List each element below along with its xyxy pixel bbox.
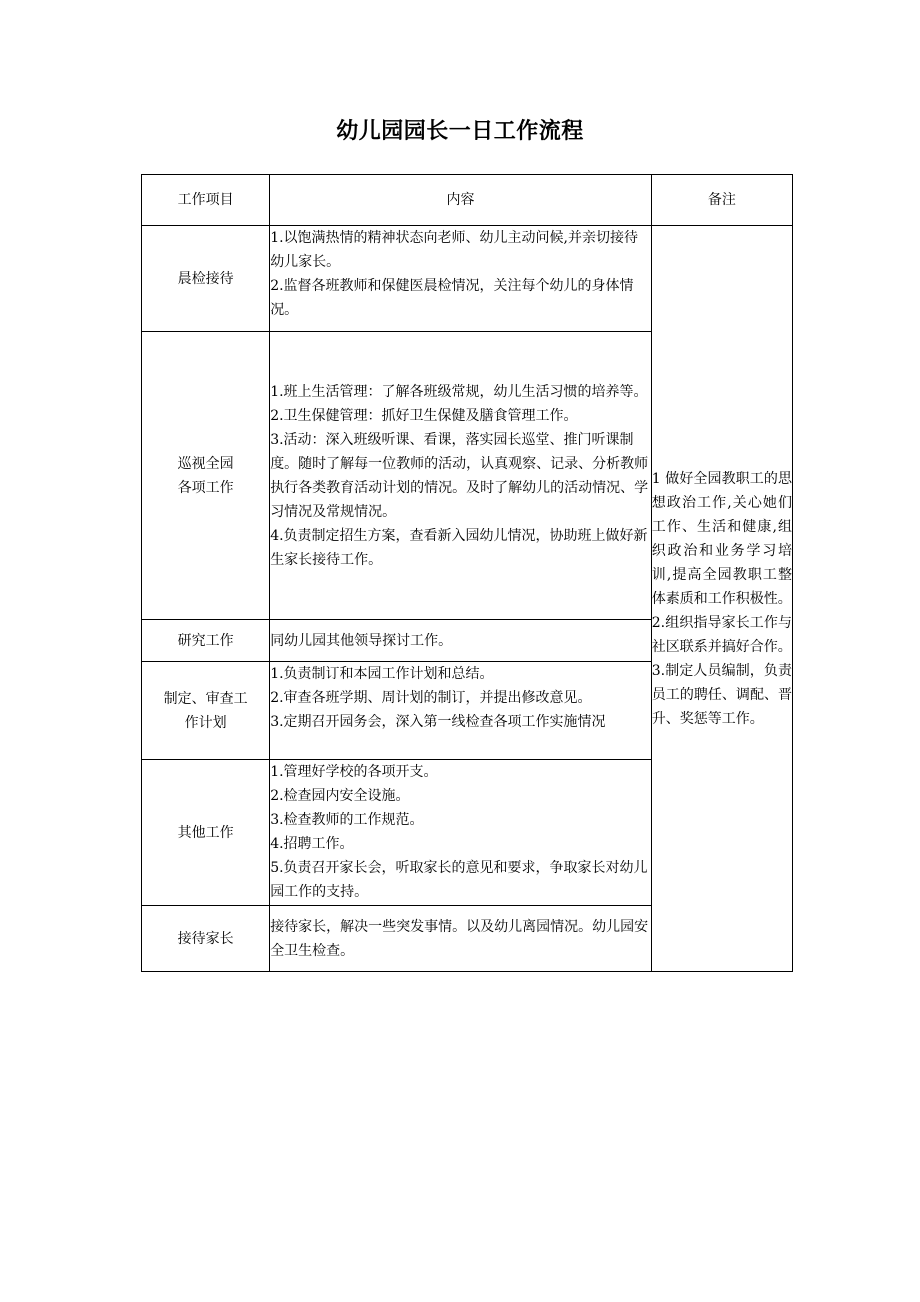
content-line: 4.招聘工作。 xyxy=(270,836,354,852)
row-item-research: 研究工作 xyxy=(142,620,270,662)
table-header-row xyxy=(142,175,793,226)
content-line: 2.检查园内安全设施。 xyxy=(270,788,410,804)
row-content-plan xyxy=(270,662,652,760)
content-line: 2.卫生保健管理：抓好卫生保健及膳食管理工作。 xyxy=(270,407,578,424)
row-item-inspection xyxy=(142,332,270,620)
content-line: 3.定期召开园务会，深入第一线检查各项工作实施情况 xyxy=(270,714,606,730)
content-line: 3.检查教师的工作规范。 xyxy=(270,812,424,828)
row-item-plan xyxy=(142,662,270,760)
row-content-parents xyxy=(270,906,652,972)
content-line: 1.负责制订和本园工作计划和总结。 xyxy=(270,666,494,682)
content-line: 3.活动：深入班级听课、看课，落实园长巡堂、推门听课制度。随时了解每一位教师的活动，认真观察、记录、分析教师执行各类教育活动计划的情况。及时了解幼儿的活动情况、学习情况及常规情况。 xyxy=(270,431,649,520)
content-line: 接待家长，解决一些突发事情。以及幼儿离园情况。幼儿园安全卫生检查。 xyxy=(270,918,649,959)
content-line: 同幼儿园其他领导探讨工作。 xyxy=(270,632,453,649)
note-line: 1 做好全园教职工的思想政治工作,关心她们工作、生活和健康,组织政治和业务学习培训,提高全园教职工整体素质和工作积极性。 xyxy=(651,470,792,607)
row-content-other xyxy=(270,760,652,906)
workflow-table xyxy=(141,174,793,972)
row-item-other: 其他工作 xyxy=(142,760,270,906)
row-item-parents: 接待家长 xyxy=(142,906,270,972)
remarks-cell xyxy=(651,226,792,972)
page-title: 幼儿园园长一日工作流程 xyxy=(336,119,584,144)
row-item-morning-check: 晨检接待 xyxy=(142,226,270,332)
table-row xyxy=(142,226,793,332)
content-line: 1.管理好学校的各项开支。 xyxy=(270,764,438,780)
content-line: 1.班上生活管理：了解各班级常规，幼儿生活习惯的培养等。 xyxy=(270,383,648,400)
content-line: 2.审查各班学期、周计划的制订，并提出修改意见。 xyxy=(270,690,592,706)
row-content-research xyxy=(270,620,652,662)
content-line: 1.以饱满热情的精神状态向老师、幼儿主动问候,并亲切接待幼儿家长。 xyxy=(270,230,638,270)
header-item: 工作项目 xyxy=(142,175,270,226)
content-line: 4.负责制定招生方案，查看新入园幼儿情况，协助班上做好新生家长接待工作。 xyxy=(270,527,648,568)
note-line: 2.组织指导家长工作与社区联系并搞好合作。 xyxy=(651,614,792,655)
note-line: 3.制定人员编制，负责员工的聘任、调配、晋升、奖惩等工作。 xyxy=(651,662,792,727)
row-item-plan-label: 制定、审查工作计划 xyxy=(163,690,248,731)
content-line: 2.监督各班教师和保健医晨检情况，关注每个幼儿的身体情况。 xyxy=(270,278,634,318)
row-item-inspection-label: 巡视全园各项工作 xyxy=(177,455,234,496)
content-line: 5.负责召开家长会，听取家长的意见和要求，争取家长对幼儿园工作的支持。 xyxy=(270,860,648,900)
row-content-morning-check xyxy=(270,226,652,332)
header-note: 备注 xyxy=(651,175,792,226)
header-content: 内容 xyxy=(270,175,652,226)
row-content-inspection xyxy=(270,332,652,620)
